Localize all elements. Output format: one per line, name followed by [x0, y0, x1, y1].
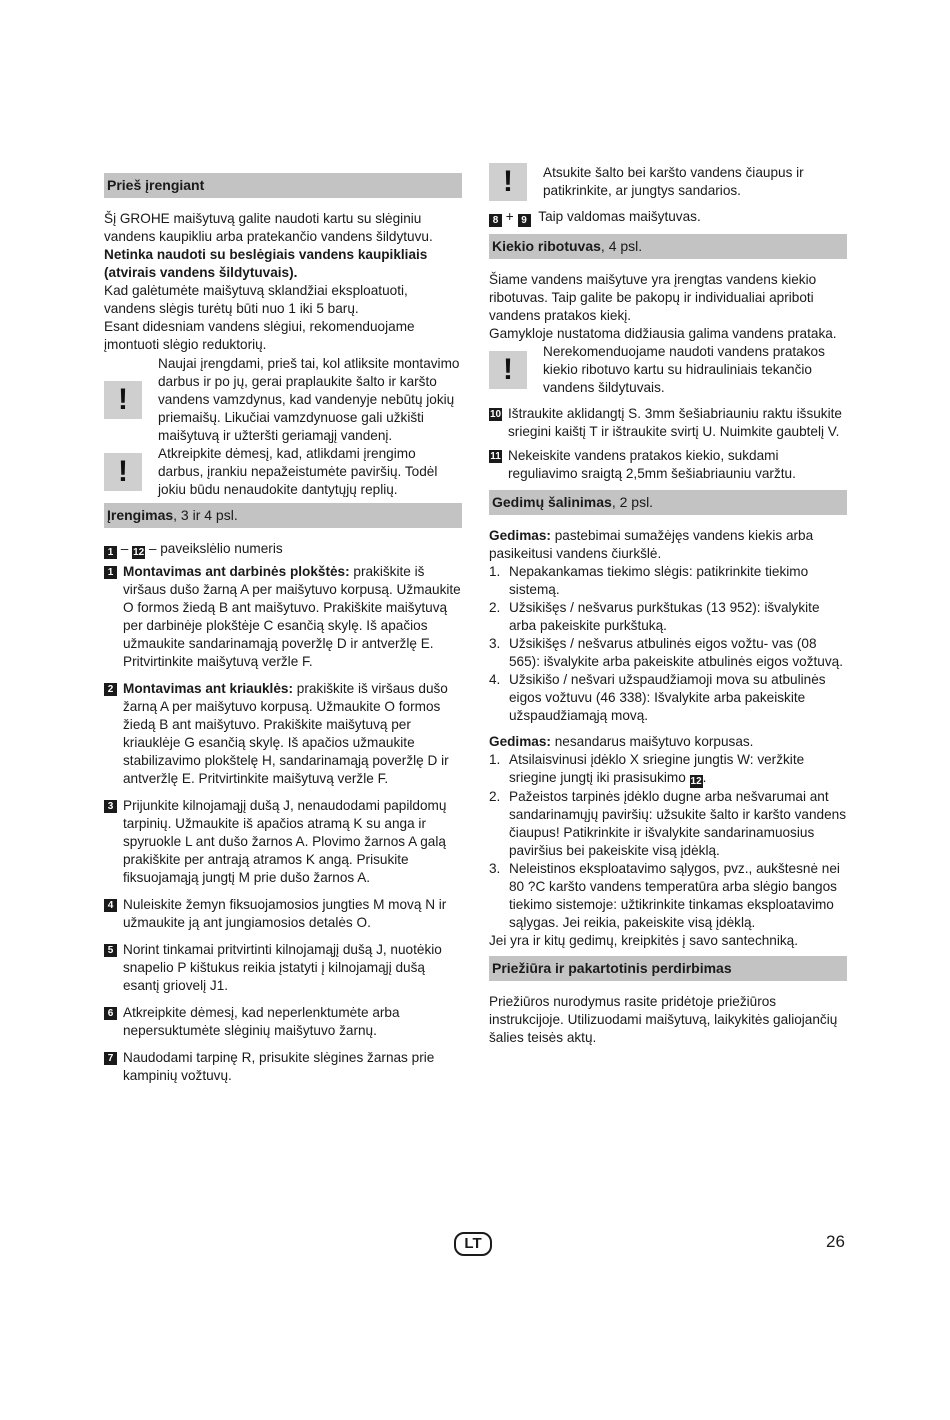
step-item [104, 1049, 462, 1085]
reducer-paragraph: Esant didesniam vandens slėgiui, rekomenduojame įmontuoti slėgio reduktorių. [104, 319, 415, 352]
installation-steps [104, 563, 462, 1085]
left-column [104, 173, 462, 1085]
list-item: 2. Užsikišęs / nešvarus purkštukas (13 952): išvalykite arba pakeiskite purkštuką. [489, 600, 820, 633]
step-number-badge: 11 [490, 451, 501, 462]
step-number-badge: 4 [104, 899, 117, 912]
step-text: Nekeiskite vandens pratakos kiekio, sukdami reguliavimo sraigtą 2,5mm šešiabriauniu varžtu. [508, 448, 796, 481]
step-text: Prijunkite kilnojamąjį dušą J, nenaudodami papildomų tarpinių. Užmaukite iš apačios atramą K su anga ir spyruokle L ant dušo žarnos A. Plovimo žarnos A galą prakiškite per antrają atramos K angą. Prisukite fiksuojamąją jungtį M prie dušo žarnos A. [123, 798, 447, 885]
list-item: 3. Užsikišęs / nešvarus atbulinės eigos vožtu- vas (08 565): išvalykite arba pakeiskite atbulinės eigos vožtuvą. [489, 636, 843, 669]
figure-number-badge: 1 [104, 546, 117, 559]
warning-surface: ! Atkreipkite dėmesį, kad, atlikdami įrengimo darbus, įrankiu nepažeistumėte paviršių. Todėl jokiu būdu nenaudokite dantytųjų replių. [104, 445, 462, 499]
list-item: 1. Nepakankamas tiekimo slėgis: patikrinkite tiekimo sistemą. [489, 564, 809, 597]
figure-number-badge: 12 [133, 547, 145, 558]
section-header-installation: Įrengimas, 3 ir 4 psl. [104, 503, 462, 528]
step-item [104, 680, 462, 788]
fault-footer: Jei yra ir kitų gedimų, kreipkitės į savo santechniką. [489, 933, 799, 948]
fault2-causes-list [489, 751, 847, 932]
warning-flush-pipes: ! Naujai įrengdami, prieš tai, kol atliksite montavimo darbus ir po jų, gerai praplaukite šalto ir karšto vandens vamzdynus, kad vandenyje nebūtų jokių priemaišų. Likučiai vamzdynuose gali užkišti maišytuvą ir užteršti geriamąjį vandenį. [104, 355, 462, 445]
warning-open-taps: ! Atsukite šalto bei karšto vandens čiaupus ir patikrinkite, ar jungtys sandarios. [489, 163, 847, 201]
figure-number-badge: 8 [489, 214, 502, 227]
flow-limiter-steps [489, 405, 847, 483]
list-item: 1. Atsilaisvinusi įdėklo X sriegine jungtis W: veržkite sriegine jungtį iki prasisukimo 12. [489, 752, 805, 787]
section-header-troubleshooting: Gedimų šalinimas, 2 psl. [489, 490, 847, 515]
step-number-badge: 5 [104, 944, 117, 957]
step-number-badge: 7 [104, 1052, 117, 1065]
step-number-badge: 6 [104, 1007, 117, 1020]
step-number-badge: 10 [489, 409, 502, 420]
factory-setting-paragraph: Gamykloje nustatoma didžiausia galima vandens prataka. [489, 326, 837, 341]
step-number-badge: 1 [104, 566, 117, 579]
warning-icon: ! [104, 381, 142, 419]
warning-flow-limiter: ! Nerekomenduojame naudoti vandens pratakos kiekio ribotuvo kartu su hidrauliniais tekančio vandens šildytuvais. [489, 343, 847, 397]
step-item [489, 447, 847, 483]
intro-paragraph: Šį GROHE maišytuvą galite naudoti kartu su slėginiu vandens kaupikliu arba pratekančio vandens šildytuvu. Netinka naudoti su beslėgiais vandens kaupikliais (atvirais vandens šildytuvais). [104, 211, 433, 280]
fault2-description: Gedimas: nesandarus maišytuvo korpusas. [489, 734, 754, 749]
operation-line: 8 + 9 Taip valdomas maišytuvas. [489, 208, 847, 227]
right-column [489, 163, 847, 1047]
section-header-before-install: Prieš įrengiant [104, 173, 462, 198]
figure-number-badge: 9 [518, 214, 531, 227]
pressure-paragraph: Kad galėtumėte maišytuvą sklandžiai eksploatuoti, vandens slėgis turėtų būti nuo 1 iki 5 barų. [104, 283, 408, 316]
section-header-maintenance: Priežiūra ir pakartotinis perdirbimas [489, 956, 847, 981]
section-header-flow-limiter: Kiekio ribotuvas, 4 psl. [489, 234, 847, 259]
step-item [104, 797, 462, 887]
step-text: Atkreipkite dėmesį, kad neperlenktumėte arba nepersuktumėte slėginių maišytuvo žarnų. [123, 1005, 400, 1038]
step-item [104, 1004, 462, 1040]
step-text: Norint tinkamai pritvirtinti kilnojamąjį dušą J, nuotėkio snapelio P kištukus reikia įstatyti į kilnojamąjį dušą esantį griovelį J1. [123, 942, 442, 993]
list-item: 3. Neleistinos eksploatavimo sąlygos, pvz., aukštesnė nei 80 ?C karšto vandens temperatūra arba slėgio bangos tiekimo sistemoje: užtikrinkite tinkamas eksploatavimo sąlygas. Jei reikia, pakeiskite visą įdėklą. [489, 861, 840, 930]
step-number-badge: 3 [104, 800, 117, 813]
page-number: 26 [826, 1232, 845, 1251]
list-item: 2. Pažeistos tarpinės įdėklo dugne arba nešvarumai ant sandarinamųjų paviršių: užsukite šalto ir karšto vandens čiaupus! Patikrinkite ir išvalykite sandarinamuosius paviršius bei pakeiskite visą įdėklą. [489, 789, 846, 858]
language-badge: LT [454, 1232, 492, 1256]
step-item [104, 563, 462, 671]
maintenance-paragraph: Priežiūros nurodymus rasite pridėtoje priežiūros instrukcijoje. Utilizuodami maišytuvą, laikykitės galiojančių šalies teisės aktų. [489, 994, 838, 1045]
step-item [104, 896, 462, 932]
fault1-causes-list [489, 563, 847, 725]
step-text: Naudodami tarpinę R, prisukite slėgines žarnas prie kampinių vožtuvų. [123, 1050, 435, 1083]
fault1-description: Gedimas: pastebimai sumažėjęs vandens kiekis arba pasikeitusi vandens čiurkšlė. [489, 528, 814, 561]
figure-number-badge: 12 [690, 776, 702, 787]
step-text: Nuleiskite žemyn fiksuojamosios jungties M movą N ir užmaukite ją ant jungiamosios detalės O. [123, 897, 447, 930]
flow-limiter-paragraph: Šiame vandens maišytuve yra įrengtas vandens kiekio ribotuvas. Taip galite be pakopų ir individualiai apriboti vandens pratakos kiekį. [489, 272, 817, 323]
step-item [489, 405, 847, 441]
figure-range: 1 – 12 – paveikslėlio numeris [104, 540, 462, 559]
step-text: Montavimas ant darbinės plokštės: prakiškite iš viršaus dušo žarną A per maišytuvo korpusą. Užmaukite O formos žiedą B ant maišytuvo. Prakiškite maišytuvą per darbinėje plokštėje C esančią skylę. Iš apačios užmaukite sandarinamąją poveržlę D ir antveržlę E. Pritvirtinkite maišytuvą veržle F. [123, 564, 461, 669]
warning-icon: ! [104, 453, 142, 491]
step-number-badge: 2 [104, 683, 117, 696]
warning-icon: ! [489, 163, 527, 201]
warning-icon: ! [489, 351, 527, 389]
step-text: Montavimas ant kriauklės: prakiškite iš viršaus dušo žarną A per maišytuvo korpusą. Užmaukite O formos žiedą B ant maišytuvo. Prakiškite maišytuvą per kriauklėje G esančią skylę. Iš apačios užmaukite stabilizavimo plokštelę H, sandarinamąją poveržlę D ir antveržlę E. Pritvirtinkite maišytuvą veržle F. [123, 681, 449, 786]
list-item: 4. Užsikišo / nešvari užspaudžiamoji mova su atbulinės eigos vožtuvu (46 338): Išvalykite arba pakeiskite užspaudžiamąją movą. [489, 672, 826, 723]
step-text: Ištraukite aklidangtį S. 3mm šešiabriauniu raktu išsukite sriegini kaištį T ir ištraukite svirtį U. Nuimkite gaubtelį V. [508, 406, 842, 439]
step-item [104, 941, 462, 995]
